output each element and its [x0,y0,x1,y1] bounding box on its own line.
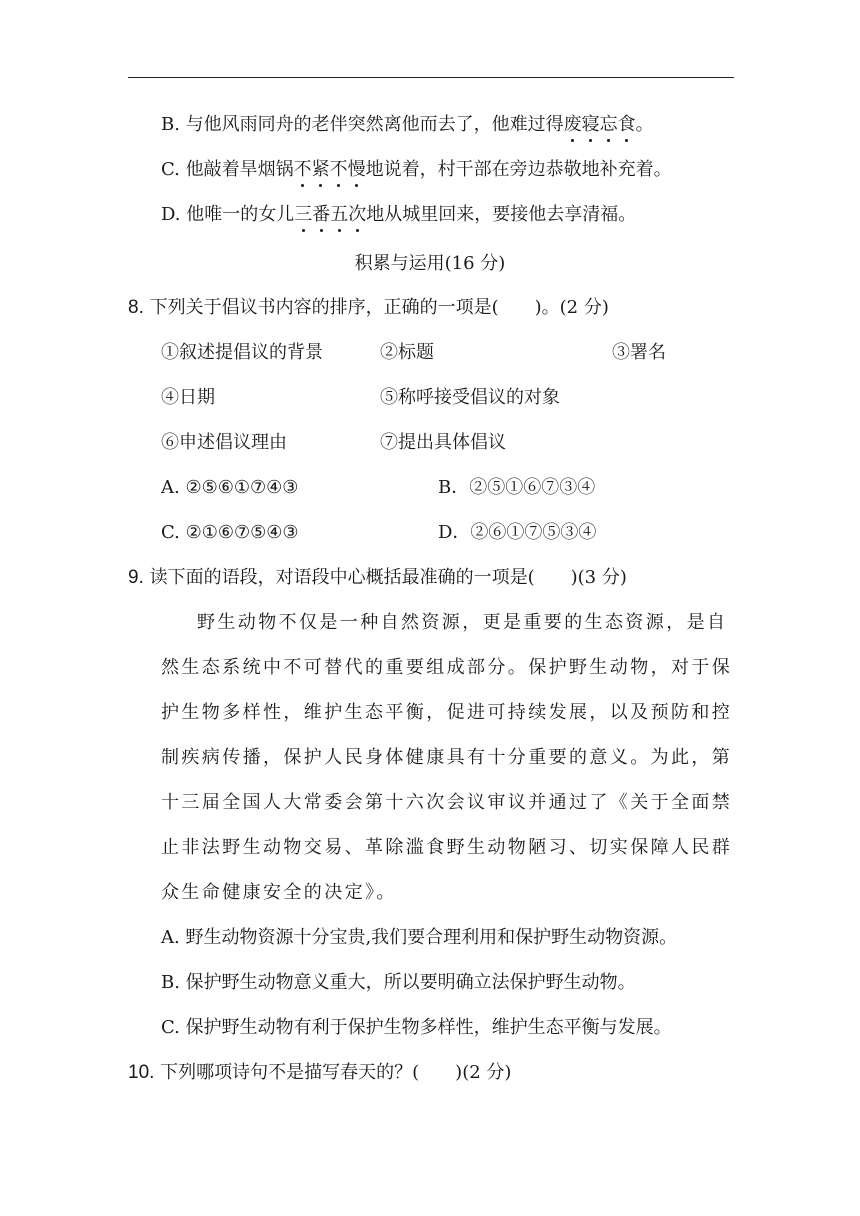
q7-option-d [161,203,636,227]
q7-option-b [161,113,654,137]
passage-line: 众生命健康安全的决定》。 [161,882,397,903]
question-text: 下列关于倡议书内容的排序，正确的一项是( )。(2 分) [149,297,609,318]
q7-option-d-text: D. 他唯一的女儿 [161,204,295,225]
q9-option-a: A. 野生动物资源十分宝贵,我们要合理利用和保护野生动物资源。 [161,927,678,948]
q7-option-c-end: 地说着，村干部在旁边恭敬地补充着。 [365,159,672,180]
passage-line: 十三届全国人大常委会第十六次会议审议并通过了《关于全面禁 [161,792,733,813]
question-text: 下列哪项诗句不是描写春天的？( )(2 分) [160,1062,512,1083]
q10-stem [128,1061,511,1085]
emphasis-char: 不 [293,159,312,180]
question-text: 读下面的语段，对语段中心概括最准确的一项是( )(3 分) [149,567,627,588]
q8-option-d: D．②⑥①⑦⑤③④ [438,522,597,543]
q9-option-c: C. 保护野生动物有利于保护生物多样性，维护生态平衡与发展。 [161,1017,672,1038]
q7-option-b-text: B. 与他风雨同舟的老伴突然离他而去了，他难过得 [161,114,564,135]
emphasis-char: 三 [294,204,313,225]
q7-option-c [161,158,672,182]
q8-item: ②标题 [380,342,434,363]
emphasis-char: 食 [617,114,636,135]
q8-item: ⑤称呼接受倡议的对象 [380,387,560,408]
emphasis-char: 次 [348,204,367,225]
q8-item: ①叙述提倡议的背景 [161,342,323,363]
q8-item: ⑦提出具体倡议 [380,432,506,453]
passage-line: 制疾病传播，保护人民身体健康具有十分重要的意义。为此，第 [161,747,733,768]
q7-option-d-end: 地从城里回来，要接他去享清福。 [366,204,637,225]
q7-option-b-end: 。 [635,114,654,135]
q8-option-b: B．②⑤①⑥⑦③④ [438,477,596,498]
question-number: 9. [128,567,144,588]
q9-stem [128,566,627,590]
emphasis-char: 番 [312,204,331,225]
passage-line: 止非法野生动物交易、革除滥食野生动物陋习、切实保障人民群 [161,837,733,858]
emphasis-char: 不 [329,159,348,180]
q8-item: ④日期 [161,387,215,408]
header-rule [128,77,734,78]
emphasis-char: 废 [563,114,582,135]
q8-option-a: A. ②⑤⑥①⑦④③ [161,477,299,498]
q8-option-c: C. ②①⑥⑦⑤④③ [161,522,299,543]
question-number: 10. [128,1062,155,1083]
question-number: 8. [128,297,144,318]
q8-stem [128,296,609,320]
q9-option-b: B. 保护野生动物意义重大，所以要明确立法保护野生动物。 [161,972,636,993]
emphasis-char: 紧 [311,159,330,180]
emphasis-char: 慢 [347,159,366,180]
passage-line: 然生态系统中不可替代的重要组成部分。保护野生动物，对于保 [161,657,733,678]
emphasis-char: 忘 [599,114,618,135]
section-title: 积累与运用(16 分) [354,253,506,274]
emphasis-char: 五 [330,204,349,225]
passage-line: 护生物多样性，维护生态平衡，促进可持续发展，以及预防和控 [161,702,733,723]
q8-item: ③署名 [612,342,666,363]
emphasis-char: 寝 [581,114,600,135]
q8-item: ⑥申述倡议理由 [161,432,287,453]
passage-line: 野生动物不仅是一种自然资源，更是重要的生态资源，是自 [197,612,728,633]
q7-option-c-text: C. 他敲着旱烟锅 [161,159,294,180]
